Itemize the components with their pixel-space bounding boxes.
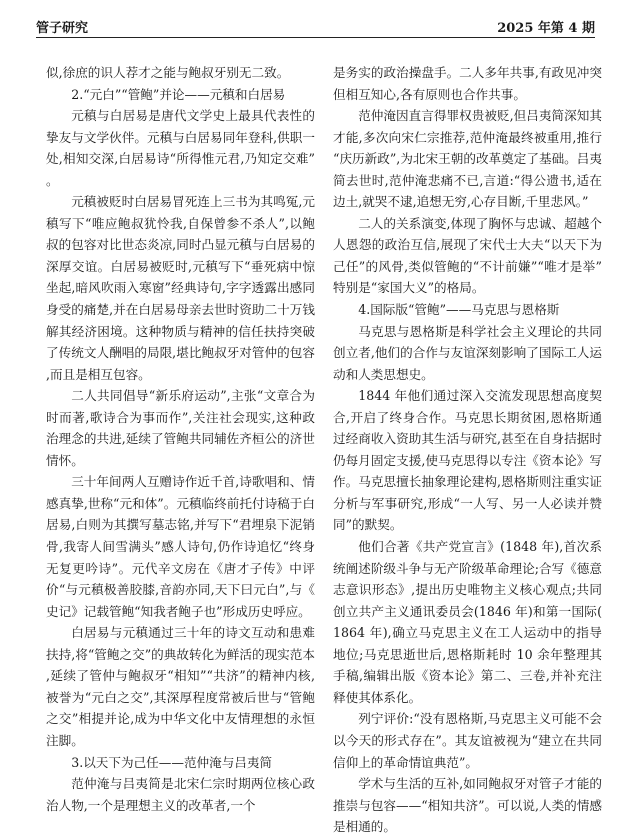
left-column <box>46 62 315 816</box>
running-header <box>36 11 595 38</box>
paragraph: 三十年间两人互赠诗作近千首,诗歌唱和、情感真挚,世称“元和体”。元稹临终前托付诗稿于白居易,白则为其撰写墓志铭,并写下“君埋泉下泥销骨,我寄人间雪满头”感人诗句,仍作诗追忆“终身无复更吟诗”。元代辛文房在《唐才子传》中评价“与元稹极善胶膝,音韵亦同,天下曰元白”,与《史记》记载管鲍“知我者鲍子也”形成历史呼应。 <box>46 474 315 619</box>
paragraph: 范仲淹与吕夷简是北宋仁宗时期两位核心政治人物,一个是理想主义的改革者,一个 <box>46 776 315 813</box>
paragraph: 范仲淹因直言得罪权贵被贬,但吕夷简深知其才能,多次向宋仁宗推荐,范仲淹最终被重用,推行“庆历新政”,为北宋王朝的改革奠定了基础。吕夷简去世时,范仲淹悲痛不已,言道:“得公遗书,适在边土,就哭不逮,追想无穷,心存目断,千里悲风。” <box>333 108 602 210</box>
paragraph: 马克思与恩格斯是科学社会主义理论的共同创立者,他们的合作与友谊深刻影响了国际工人运动和人类思想史。 <box>333 323 602 382</box>
right-column <box>333 62 602 838</box>
issue-number: 2025 年第 4 期 <box>497 21 595 36</box>
paragraph: 列宁评价:“没有恩格斯,马克思主义可能不会以今天的形式存在”。其友谊被视为“建立在共同信仰上的革命情谊典范”。 <box>333 711 602 770</box>
section-heading: 2.“元白”“管鲍”并论——元稹和白居易 <box>71 86 286 102</box>
paragraph: 白居易与元稹通过三十年的诗文互动和患难扶持,将“管鲍之交”的典故转化为鲜活的现实范本,延续了管仲与鲍叔牙“相知”“共济”的精神内核,被誉为“元白之交”,其深厚程度常被后世与“管鲍之交”相提并论,成为中华文化中友情理想的永恒注脚。 <box>46 625 315 748</box>
section-heading: 4.国际版“管鲍”——马克思与恩格斯 <box>358 302 560 318</box>
paragraph: 是务实的政治操盘手。二人多年共事,有政见冲突但相互知心,各有原则也合作共事。 <box>333 65 602 102</box>
paragraph: 似,徐庶的识人荐才之能与鲍叔牙别无二致。 <box>46 65 290 80</box>
paragraph: 1844 年他们通过深入交流发现思想高度契合,开启了终身合作。马克思长期贫困,恩格斯通过经商收入资助其生活与研究,甚至在自身拮据时仍每月固定支援,使马克思得以专注《资本论》写作。马克思擅长抽象理论建构,恩格斯则注重实证分析与军事研究,形成“一人写、另一人必读并赞同”的默契。 <box>333 388 602 533</box>
paragraph: 元稹被贬时白居易冒死连上三书为其鸣冤,元稹写下“唯应鲍叔犹怜我,自保曾参不杀人”,以鲍叔的包容对比世态炎凉,同时凸显元稹与白居易的深厚交谊。白居易被贬时,元稹写下“垂死病中惊坐起,暗风吹雨入寒窗”经典诗句,字字透露出感同身受的痛楚,并在白居易母亲去世时资助二十万钱解其经济困境。这种物质与精神的信任扶持突破了传统文人酬唱的局限,堪比鲍叔牙对管仲的包容,而且是相互包容。 <box>46 194 315 382</box>
paragraph: 二人的关系演变,体现了胸怀与忠诚、超越个人恩怨的政治互信,展现了宋代士大夫“以天下为己任”的风骨,类似管鲍的“不计前嫌”“唯才是举”特别是“家国大义”的格局。 <box>333 215 602 296</box>
paragraph: 二人共同倡导“新乐府运动”,主张“文章合为时而著,歌诗合为事而作”,关注社会现实,这种政治理念的共进,延续了管鲍共同辅佐齐桓公的济世情怀。 <box>46 388 315 468</box>
journal-title: 管子研究 <box>36 21 89 36</box>
paragraph: 学术与生活的互补,如同鲍叔牙对管子才能的推崇与包容——“相知共济”。可以说,人类的情感是相通的。 <box>333 776 602 835</box>
section-heading: 3.以天下为己任——范仲淹与吕夷简 <box>71 754 273 770</box>
paragraph: 他们合著《共产党宣言》(1848 年),首次系统阐述阶级斗争与无产阶级革命理论;合写《德意志意识形态》,提出历史唯物主义核心观点;共同创立共产主义通讯委员会(1846 年)和第一国际(1864 年),确立马克思主义在工人运动中的指导地位;马克思逝世后,恩格斯耗时 10 余年整理其手稿,编辑出版《资本论》第二、三卷,并补充注释使其体系化。 <box>333 539 602 705</box>
paragraph: 元稹与白居易是唐代文学史上最具代表性的挚友与文学伙伴。元稹与白居易同年登科,供职一处,相知交深,白居易诗“所得惟元君,乃知定交难”。 <box>46 108 315 188</box>
